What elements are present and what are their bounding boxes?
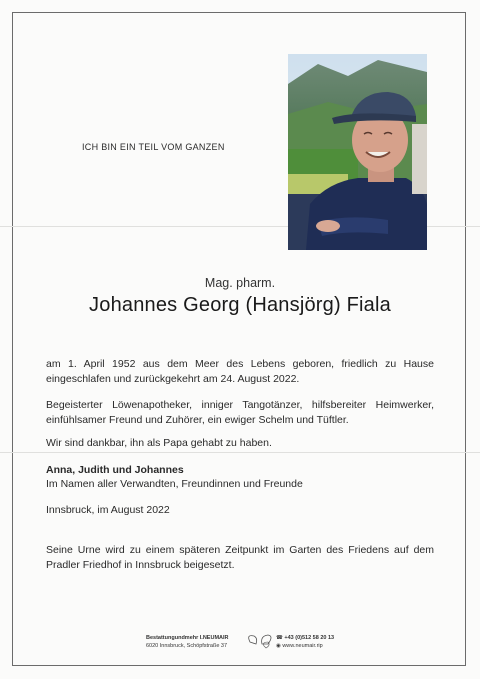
- butterfly-logo-icon: [244, 632, 274, 650]
- footer-left: [146, 634, 229, 650]
- fold-line: [0, 452, 480, 453]
- signatory-names: Anna, Judith und Johannes: [46, 464, 184, 476]
- signatory-others: Im Namen aller Verwandten, Freundinnen und Freunde: [46, 478, 303, 490]
- funeral-home-footer: [140, 632, 380, 654]
- footer-address: 6020 Innsbruck, Schöpfstraße 37: [146, 643, 228, 649]
- web-icon: ◉: [276, 643, 283, 649]
- portrait-photo: [288, 54, 427, 250]
- footer-phone: +43 (0)512 58 20 13: [284, 635, 335, 641]
- footer-company: Bestattungundmehr I.NEUMAIR: [146, 635, 229, 641]
- place-date: Innsbruck, im August 2022: [46, 504, 170, 516]
- life-dates-paragraph: am 1. April 1952 aus dem Meer des Lebens geboren, friedlich zu Hause eingeschlafen und zurückgekehrt am 24. August 2022.: [46, 358, 434, 385]
- deceased-name: Johannes Georg (Hansjörg) Fiala: [89, 294, 391, 316]
- tribute-paragraph: Begeisterter Löwenapotheker, inniger Tangotänzer, hilfsbereiter Heimwerker, einfühlsamer Freund und Zuhörer, ein ewiger Schelm und Tüftler.: [46, 399, 434, 426]
- urn-note: Seine Urne wird zu einem späteren Zeitpunkt im Garten des Friedens auf dem Pradler Friedhof in Innsbruck beigesetzt.: [46, 544, 434, 571]
- phone-icon: ☎: [276, 635, 285, 641]
- academic-title: Mag. pharm.: [204, 276, 276, 290]
- footer-right: [276, 634, 334, 650]
- gratitude-paragraph: Wir sind dankbar, ihn als Papa gehabt zu haben.: [46, 437, 272, 449]
- footer-web[interactable]: www.neumair.rip: [282, 643, 323, 649]
- portrait-image: [288, 54, 427, 250]
- motto: ICH BIN EIN TEIL VOM GANZEN: [82, 142, 225, 152]
